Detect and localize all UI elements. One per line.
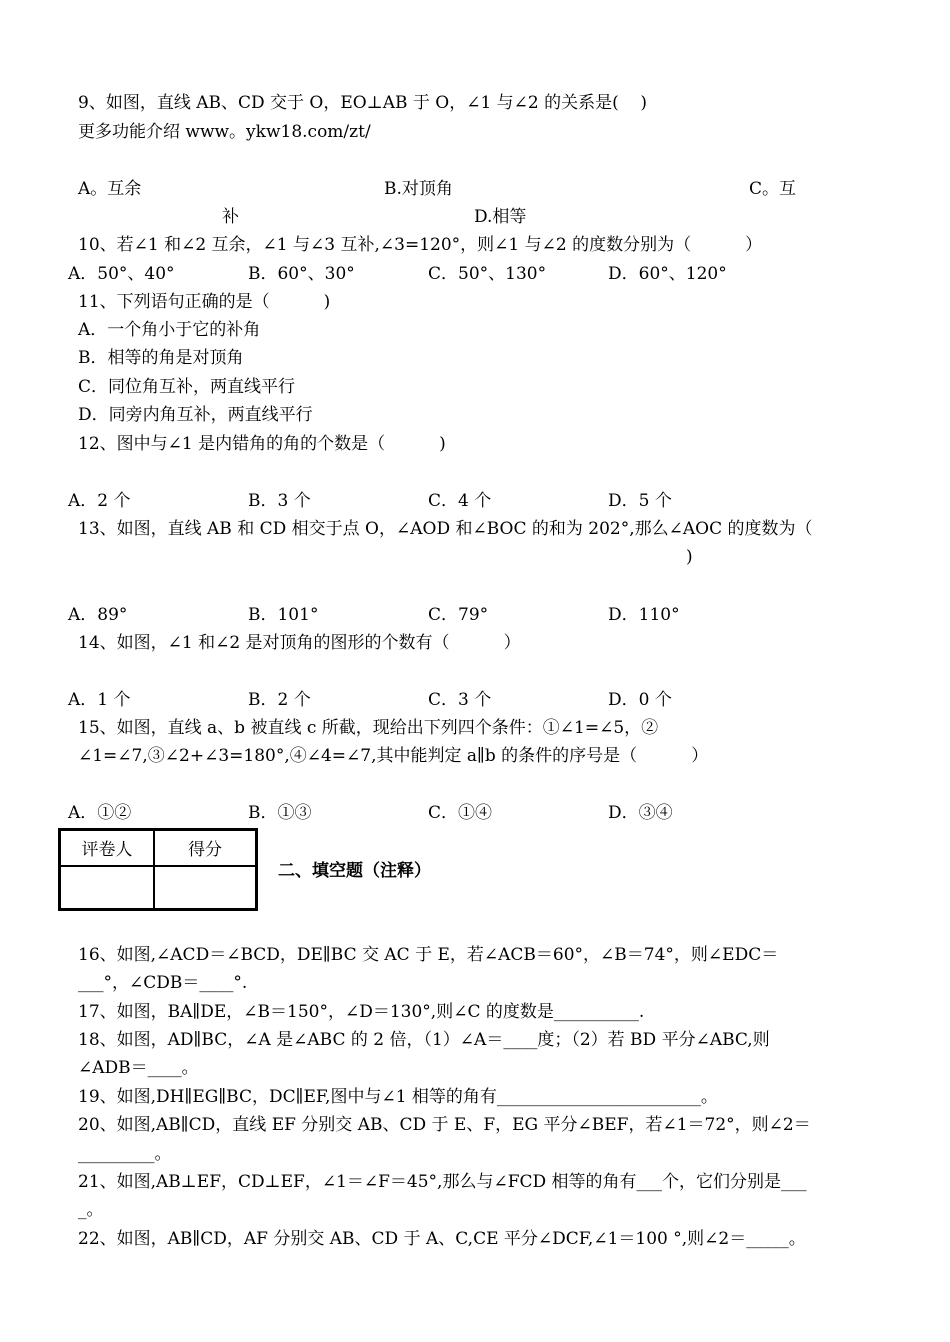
q15-option-c: C．①④: [428, 803, 493, 823]
q15-option-a: A．①②: [68, 803, 132, 823]
q12-option-a: A．2 个: [68, 491, 131, 511]
q10-option-d: D．60°、120°: [608, 264, 727, 284]
q14-option-a: A．1 个: [68, 690, 131, 710]
q22-line1: 22、如图，AB∥CD，AF 分别交 AB、CD 于 A、C,CE 平分∠DCF,∠1＝100 °,则∠2＝_____。: [78, 1229, 806, 1249]
q13-stem-end: ): [686, 547, 693, 567]
q9-option-a: A。互余: [78, 179, 142, 199]
q14-option-b: B．2 个: [248, 690, 311, 710]
q18-line1: 18、如图，AD∥BC，∠A 是∠ABC 的 2 倍，（1）∠A＝____度；（2）若 BD 平分∠ABC,则: [78, 1030, 770, 1050]
q15-stem-line2: ∠1=∠7,③∠2+∠3=180°,④∠4=∠7,其中能判定 a∥b 的条件的序号是（ ）: [78, 746, 709, 766]
q13-option-a: A．89°: [68, 605, 128, 625]
q12-option-d: D．5 个: [608, 491, 672, 511]
q12-stem: 12、图中与∠1 是内错角的角的个数是（ ): [78, 434, 446, 454]
grader-header: 评卷人: [60, 830, 155, 866]
q12-option-c: C．4 个: [428, 491, 492, 511]
q10-option-c: C．50°、130°: [428, 264, 547, 284]
q13-option-b: B．101°: [248, 605, 319, 625]
q11-option-a: A．一个角小于它的补角: [78, 320, 261, 340]
q13-stem: 13、如图，直线 AB 和 CD 相交于点 O，∠AOD 和∠BOC 的和为 202°,那么∠AOC 的度数为（: [78, 519, 813, 539]
q16-line1: 16、如图,∠ACD＝∠BCD，DE∥BC 交 AC 于 E，若∠ACB＝60°，∠B＝74°，则∠EDC＝: [78, 945, 779, 965]
q14-option-c: C．3 个: [428, 690, 492, 710]
q19-line1: 19、如图,DH∥EG∥BC，DC∥EF,图中与∠1 相等的角有________________________。: [78, 1087, 718, 1107]
score-cell[interactable]: [154, 866, 257, 910]
q12-option-b: B．3 个: [248, 491, 311, 511]
q21-line2: _。: [78, 1200, 104, 1220]
q11-option-d: D．同旁内角互补，两直线平行: [78, 405, 313, 425]
score-header: 得分: [154, 830, 257, 866]
q10-stem: 10、若∠1 和∠2 互余，∠1 与∠3 互补,∠3=120°，则∠1 与∠2 的度数分别为（ ）: [78, 235, 763, 255]
q9-option-c-cont: 补: [222, 207, 239, 227]
q10-option-b: B．60°、30°: [248, 264, 355, 284]
q9-option-c: C。互: [749, 179, 797, 199]
section-title: 二、填空题（注释）: [278, 861, 431, 881]
q9-option-b: B.对顶角: [384, 179, 453, 199]
q9-option-d: D.相等: [474, 207, 527, 227]
q16-line2: ___°，∠CDB＝____°.: [78, 973, 248, 993]
q21-line1: 21、如图,AB⊥EF，CD⊥EF，∠1＝∠F＝45°,那么与∠FCD 相等的角有___个，它们分别是___: [78, 1172, 807, 1192]
q14-option-d: D．0 个: [608, 690, 672, 710]
q18-line2: ∠ADB＝____。: [78, 1058, 199, 1078]
q9-note: 更多功能介绍 www。ykw18.com/zt/: [78, 122, 371, 142]
q11-option-c: C．同位角互补，两直线平行: [78, 377, 296, 397]
q15-stem-line1: 15、如图，直线 a、b 被直线 c 所截，现给出下列四个条件：①∠1=∠5，②: [78, 718, 659, 738]
q15-option-d: D．③④: [608, 803, 673, 823]
q17-line1: 17、如图，BA∥DE，∠B＝150°，∠D＝130°,则∠C 的度数是__________.: [78, 1002, 645, 1022]
q11-option-b: B．相等的角是对顶角: [78, 348, 244, 368]
q13-option-d: D．110°: [608, 605, 680, 625]
q20-line2: _________。: [78, 1144, 172, 1164]
q11-stem: 11、下列语句正确的是（ ): [78, 292, 331, 312]
q10-option-a: A．50°、40°: [68, 264, 175, 284]
q13-option-c: C．79°: [428, 605, 489, 625]
q14-stem: 14、如图，∠1 和∠2 是对顶角的图形的个数有（ ）: [78, 633, 521, 653]
q20-line1: 20、如图,AB∥CD，直线 EF 分别交 AB、CD 于 E、F，EG 平分∠BEF，若∠1＝72°，则∠2＝: [78, 1115, 811, 1135]
q15-option-b: B．①③: [248, 803, 312, 823]
q9-stem: 9、如图，直线 AB、CD 交于 O，EO⊥AB 于 O，∠1 与∠2 的关系是( ): [78, 93, 648, 113]
grader-table: [58, 828, 258, 911]
grader-cell[interactable]: [60, 866, 155, 910]
